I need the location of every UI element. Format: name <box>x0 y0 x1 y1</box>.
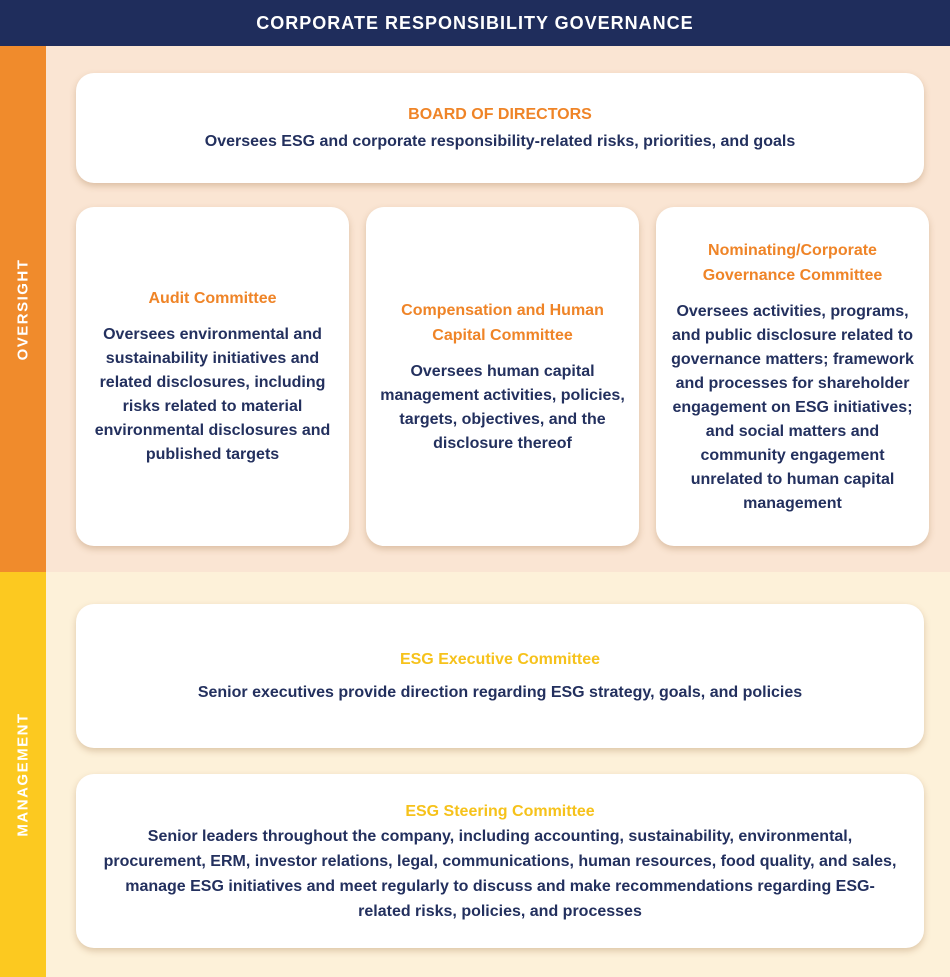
audit-committee-description: Oversees environmental and sustainability initiatives and related disclosures, including risks related to material environmental disclosures and published targets <box>94 326 331 463</box>
compensation-committee-title: Compensation and Human Capital Committee <box>401 301 604 344</box>
management-band <box>0 572 46 977</box>
esg-steering-committee-description: Senior leaders throughout the company, including accounting, sustainability, environmental, procurement, ERM, investor relations, legal, communications, human resources, food quality, and sales, manage ESG initiatives and meet regularly to discuss and make recommendations regarding ESG-related risks, policies, and processes <box>103 827 897 920</box>
board-of-directors-card <box>76 73 924 183</box>
board-title: BOARD OF DIRECTORS <box>408 106 592 123</box>
audit-committee-title: Audit Committee <box>148 290 277 307</box>
management-label: MANAGEMENT <box>14 712 32 837</box>
compensation-committee-description: Oversees human capital management activities, policies, targets, objectives, and the disclosure thereof <box>380 362 625 452</box>
oversight-band <box>0 46 46 572</box>
diagram-header <box>0 0 950 46</box>
board-description: Oversees ESG and corporate responsibility-related risks, priorities, and goals <box>204 133 796 150</box>
audit-committee-card <box>76 207 349 546</box>
esg-steering-committee-card <box>76 774 924 948</box>
nominating-committee-description: Oversees activities, programs, and public disclosure related to governance matters; framework and processes for shareholder engagement on ESG initiatives; and social matters and community engagement unrelated to human capital management <box>671 302 914 512</box>
nominating-committee-card <box>656 207 929 546</box>
oversight-label: OVERSIGHT <box>14 258 32 360</box>
esg-executive-committee-description: Senior executives provide direction regarding ESG strategy, goals, and policies <box>197 684 803 701</box>
esg-executive-committee-card <box>76 604 924 748</box>
nominating-committee-title: Nominating/Corporate Governance Committee <box>702 241 883 284</box>
compensation-committee-card <box>366 207 639 546</box>
diagram-title: CORPORATE RESPONSIBILITY GOVERNANCE <box>256 12 694 33</box>
esg-steering-committee-title: ESG Steering Committee <box>405 802 595 820</box>
esg-executive-committee-title: ESG Executive Committee <box>399 651 601 668</box>
